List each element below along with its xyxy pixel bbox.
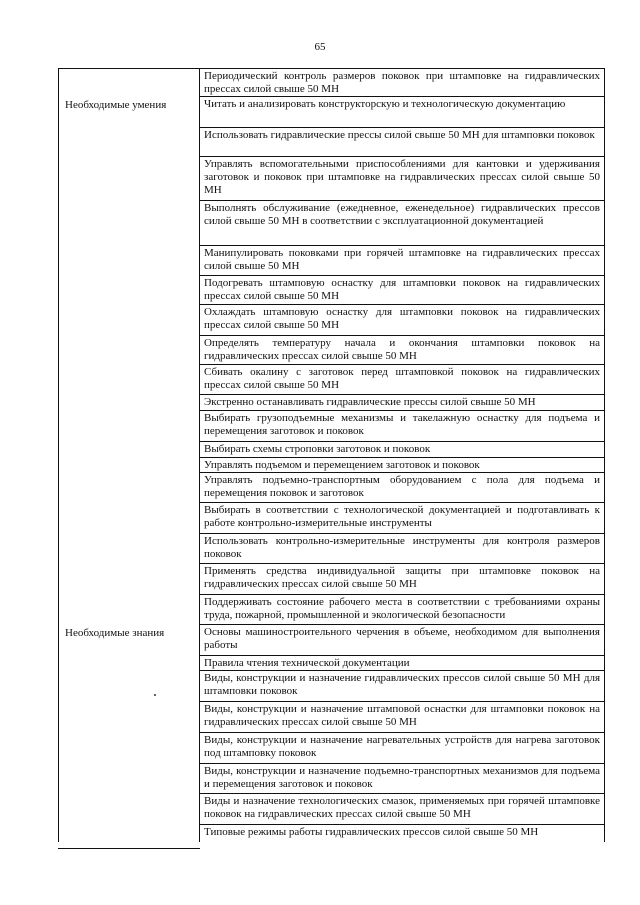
skills-section (58, 97, 605, 625)
table-cell: Выполнять обслуживание (ежедневное, еженедельное) гидравлических прессов силой свыше 50 МН в соответствии с эксплуатационной документацией (200, 201, 605, 246)
section-label-empty (58, 69, 200, 97)
table-cell: Охлаждать штамповую оснастку для штамповки поковок на гидравлических прессах силой свыше 50 МН (200, 305, 605, 336)
table-cell: Читать и анализировать конструкторскую и технологическую документацию (200, 97, 605, 128)
table-cell: Выбирать в соответствии с технологической документацией и подготавливать к работе контрольно-измерительные инструменты (200, 503, 605, 534)
table-cell: Выбирать схемы строповки заготовок и поковок (200, 442, 605, 458)
section-label-skills: Необходимые умения (58, 97, 200, 625)
skills-items (200, 97, 605, 625)
continuation-items (200, 69, 605, 97)
requirements-table (58, 68, 605, 842)
table-cell: Управлять подъемом и перемещением заготовок и поковок (200, 458, 605, 473)
table-cell: Виды и назначение технологических смазок, применяемых при горячей штамповке поковок на гидравлических прессах силой свыше 50 МН (200, 794, 605, 825)
table-cell: Манипулировать поковками при горячей штамповке на гидравлических прессах силой свыше 50 МН (200, 246, 605, 276)
table-cell: Использовать контрольно-измерительные инструменты для контроля размеров поковок (200, 534, 605, 564)
scan-speck (154, 694, 156, 696)
knowledge-items (200, 625, 605, 842)
page-number: 65 (314, 41, 326, 53)
table-cell: Виды, конструкции и назначение штамповой оснастки для штамповки поковок на гидравлических прессах силой свыше 50 МН (200, 702, 605, 733)
table-cell: Экстренно останавливать гидравлические прессы силой свыше 50 МН (200, 395, 605, 411)
table-cell: Подогревать штамповую оснастку для штамповки поковок на гидравлических прессах силой свыше 50 МН (200, 276, 605, 305)
table-cell: Поддерживать состояние рабочего места в соответствии с требованиями охраны труда, пожарной, промышленной и экологической безопасности (200, 595, 605, 625)
table-cell: Периодический контроль размеров поковок при штамповке на гидравлических прессах силой свыше 50 МН (200, 69, 605, 97)
table-cell: Управлять подъемно-транспортным оборудованием с пола для подъема и перемещения поковок и заготовок (200, 473, 605, 503)
table-cell: Основы машиностроительного черчения в объеме, необходимом для выполнения работы (200, 625, 605, 656)
table-cell: Использовать гидравлические прессы силой свыше 50 МН для штамповки поковок (200, 128, 605, 157)
table-cell: Виды, конструкции и назначение гидравлических прессов силой свыше 50 МН для штамповки поковок (200, 671, 605, 702)
table-bottom-line (58, 848, 200, 849)
table-cell: Типовые режимы работы гидравлических прессов силой свыше 50 МН (200, 825, 605, 842)
table-cell: Сбивать окалину с заготовок перед штамповкой поковок на гидравлических прессах силой свыше 50 МН (200, 365, 605, 395)
table-cell: Виды, конструкции и назначение нагревательных устройств для нагрева заготовок под штамповку поковок (200, 733, 605, 764)
table-cell: Определять температуру начала и окончания штамповки поковок на гидравлических прессах силой свыше 50 МН (200, 336, 605, 365)
section-label-knowledge: Необходимые знания (58, 625, 200, 842)
table-cell: Управлять вспомогательными приспособлениями для кантовки и удерживания заготовок и поковок при штамповке на гидравлических прессах силой свыше 50 МН (200, 157, 605, 201)
table-cell: Применять средства индивидуальной защиты при штамповке поковок на гидравлических прессах силой свыше 50 МН (200, 564, 605, 595)
table-cell: Виды, конструкции и назначение подъемно-транспортных механизмов для подъема и перемещения заготовок и поковок (200, 764, 605, 794)
table-cell: Выбирать грузоподъемные механизмы и такелажную оснастку для подъема и перемещения заготовок и поковок (200, 411, 605, 442)
table-cell: Правила чтения технической документации (200, 656, 605, 671)
knowledge-section (58, 625, 605, 842)
continuation-section (58, 69, 605, 97)
